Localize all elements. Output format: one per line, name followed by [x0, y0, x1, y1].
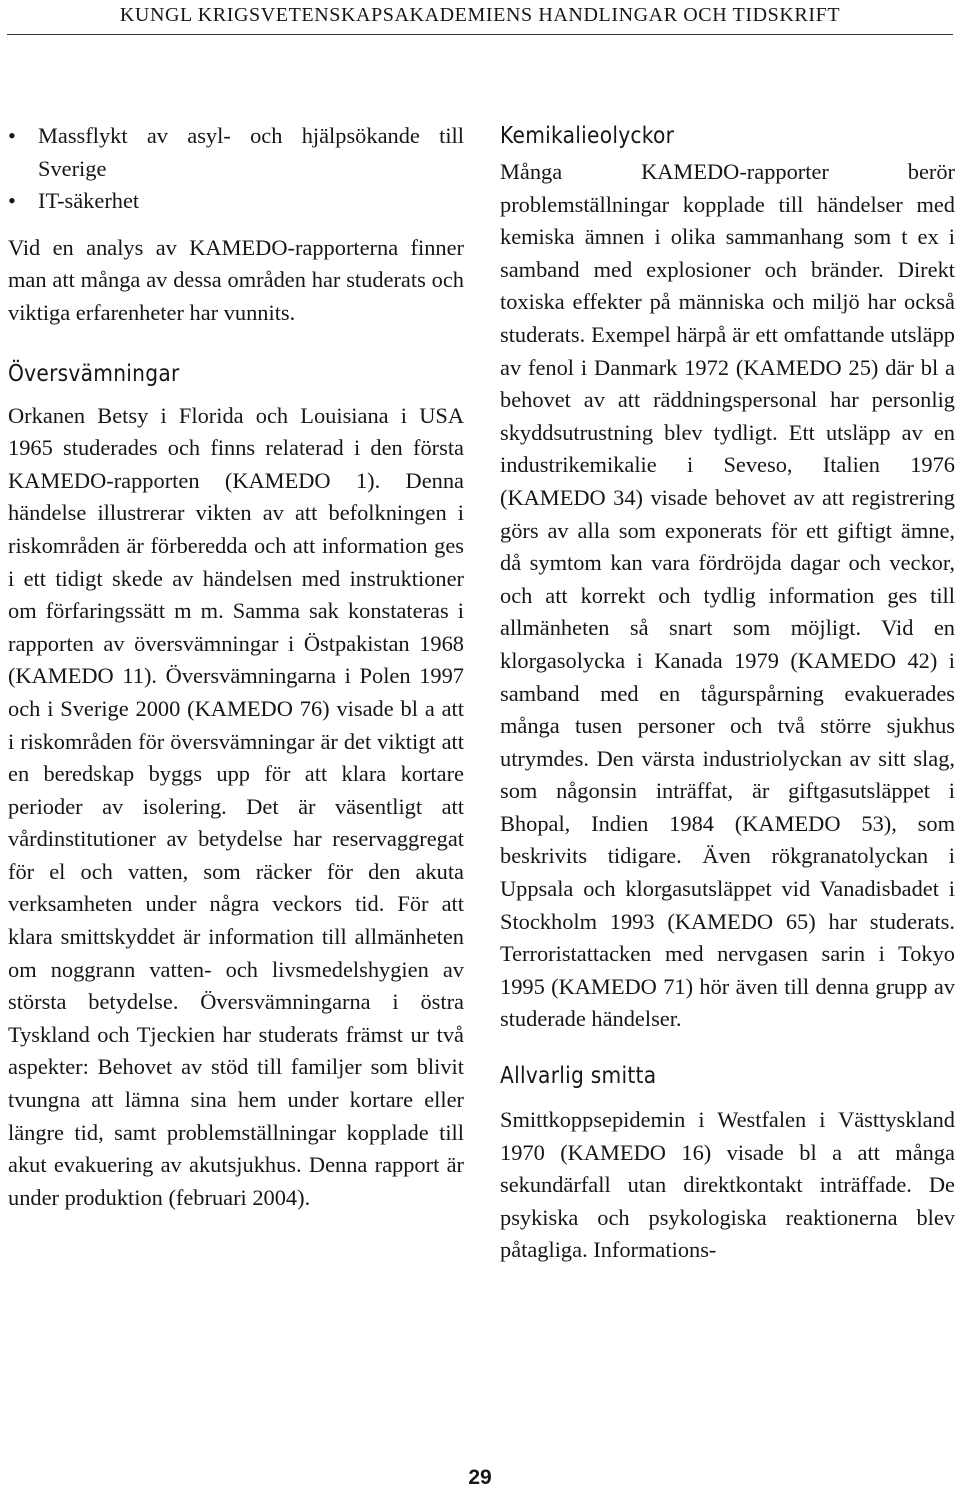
section-body-oversvamningar: Orkanen Betsy i Florida och Louisiana i USA 1965 studerades och finns relaterad i den första KAMEDO-rapporten (KAMEDO 1). Denna händelse illustrerar vikten av att befolkningen i riskområden är förberedda och att information ges i ett tidigt skede av händelsen med instruktioner om förfaringssätt m m. Samma sak konstateras i rapporten av översvämningar i Östpakistan 1968 (KAMEDO 11). Översvämningarna i Polen 1997 och i Sverige 2000 (KAMEDO 76) visade bl a att i riskområden för översvämningar är det viktigt att en beredskap byggs upp för att klara kortare perioder av isolering. Det är väsentligt att vårdinstitutioner av betydelse har reservaggregat för el och vatten, som räcker för den akuta verksamheten under några veckors tid. För att klara smittskyddet är information till allmänheten om noggrann vatten- och livsmedelshygien av största betydelse. Översvämningarna i östra Tyskland och Tjeckien har studerats främst ur två aspekter: Behovet av stöd till familjer som blivit tvungna att lämna sina hem under kortare eller längre tid, samt problemställningar kopplade till akut evakuering av akutsjukhus. Denna rapport är under produktion (februari 2004).	[8, 402, 464, 1210]
page-number: 29	[468, 1466, 492, 1489]
section-body-kemikalieolyckor: Många KAMEDO-rapporter berör problemställningar kopplade till händelser med kemiska ämnen i olika sammanhang som t ex i samband med explosioner och bränder. Direkt toxiska effekter på människa och miljö har också studerats. Exempel härpå är ett omfattande utsläpp av fenol i Danmark 1972 (KAMEDO 25) där bl a behovet av att räddningspersonal har personlig skyddsutrustning blev tydligt. Ett utsläpp av en industrikemikalie i Seveso, Italien 1976 (KAMEDO 34) visade behovet av att registrering görs av alla som exponerats för ett giftigt ämne, då symtom kan vara fördröjda dagar och veckor, och att korrekt och tydlig information ges till allmänheten så snart som möjligt. Vid en klorgasolycka i Kanada 1979 (KAMEDO 42) i samband med en tågurspårning evakuerades många tusen personer och två större sjukhus utrymdes. Den värsta industriolyckan av sitt slag, som någonsin inträffat, är giftgasutsläppet i Bhopal, Indien 1984 (KAMEDO 53), som beskrivits tidigare. Även rökgranatolyckan i Uppsala och klorgasutsläppet vid Vanadisbadet i Stockholm 1993 (KAMEDO 65) har studerats. Terroristattacken med nervgasen sarin i Tokyo 1995 (KAMEDO 71) hör även till denna grupp av studerade händelser.	[500, 159, 955, 1032]
journal-title: KUNGL KRIGSVETENSKAPSAKADEMIENS HANDLINGAR OCH TIDSKRIFT	[119, 4, 841, 26]
bullet-item: • Massflykt av asyl- och hjälpsökande till Sverige	[8, 120, 464, 185]
header-rule	[7, 34, 953, 35]
section-heading-allvarlig-smitta: Allvarlig smitta	[500, 1061, 657, 1090]
running-header	[0, 0, 960, 34]
bullet-list	[8, 120, 464, 218]
section-body-allvarlig-smitta: Smittkoppsepidemin i Westfalen i Västtyskland 1970 (KAMEDO 16) visade bl a att många sekundärfall utan direktkontakt inträffade. De psykiska och psykologiska reaktionerna blev påtagliga. Informations-	[500, 1107, 955, 1263]
left-column	[8, 120, 464, 1214]
intro-paragraph: Vid en analys av KAMEDO-rapporterna finner man att många av dessa områden har studerats och viktiga erfarenheter har vunnits.	[8, 234, 464, 325]
section-heading-oversvamningar: Översvämningar	[8, 358, 180, 387]
section-heading-kemikalieolyckor: Kemikalieolyckor	[500, 121, 675, 149]
right-column	[500, 120, 955, 1267]
bullet-item: • IT-säkerhet	[8, 185, 464, 218]
